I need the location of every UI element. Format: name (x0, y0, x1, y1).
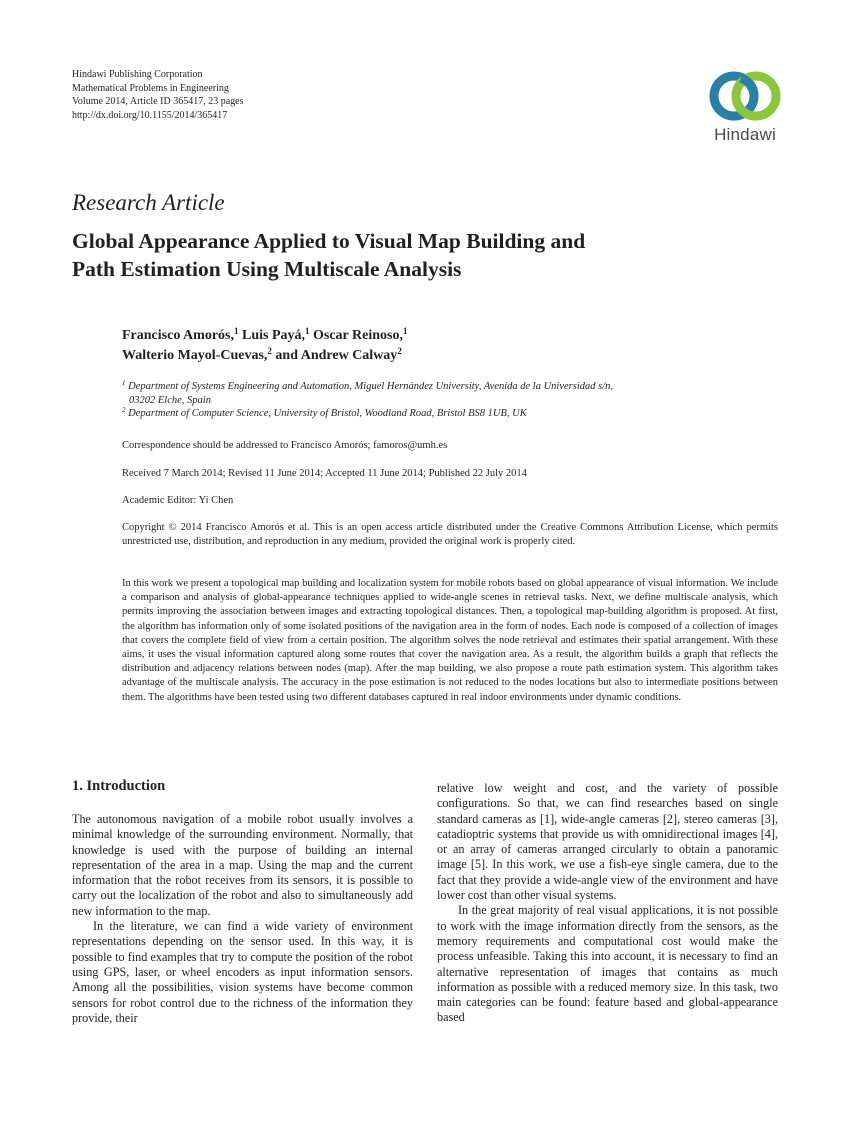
hindawi-interlocked-rings-logo-icon (700, 68, 790, 126)
body-paragraph: relative low weight and cost, and the variety of possible configurations. So that, we can find researches based on single standard cameras as [1], wide-angle cameras [2], stereo cameras [3], catadioptric systems that provide us with omnidirectional images [4], or an array of cameras arranged circularly to obtain a panoramic image [5]. In this work, we use a fish-eye single camera, due to the fact that they provide a wide-angle view of the environment and have lower cost than other visual systems. (437, 781, 778, 903)
publication-dates: Received 7 March 2014; Revised 11 June 2014; Accepted 11 June 2014; Published 22 July 2014 (122, 468, 527, 479)
author-name: Luis Payá, (241, 328, 305, 343)
affiliation-list (122, 380, 802, 421)
author-name: Oscar Reinoso, (313, 328, 403, 343)
author-name: Francisco Amorós, (122, 328, 234, 343)
abstract-text: In this work we present a topological map building and localization system for mobile robots based on global appearance of visual information. We include a comparison and analysis of global-appearance techniques applied to wide-angle scenes in retrieval tasks. Next, we define multiscale analysis, which permits improving the association between images and extracting topological distances. Then, a topological map-building algorithm is proposed. At first, the algorithm has information only of some isolated positions of the navigation area in the form of nodes. Each node is composed of a collection of images that covers the complete field of view from a certain position. The algorithm solves the node retrieval and estimates their spatial arrangement. With these aims, it uses the visual information captured along some routes that cover the navigation area. As a result, the algorithm builds a graph that reflects the distribution and adjacency relations between nodes (map). After the map building, we also propose a route path estimation system. This algorithm takes advantage of the multiscale analysis. The accuracy in the pose estimation is not reduced to the nodes locations but also to intermediate positions between them. The algorithms have been tested using two different databases captured in real indoor environments under dynamic conditions. (122, 578, 778, 703)
body-column-left (72, 812, 413, 1026)
body-column-right (437, 781, 778, 1026)
academic-editor: Academic Editor: Yi Chen (122, 495, 234, 506)
affiliation-1 (122, 380, 802, 394)
affiliation-number: 2 (122, 406, 126, 414)
doi-link[interactable]: http://dx.doi.org/10.1155/2014/365417 (72, 109, 228, 121)
article-title (72, 227, 772, 283)
author-line-2 (122, 346, 782, 366)
article-title-line-1: Global Appearance Applied to Visual Map Building and (72, 229, 586, 253)
publication-info (72, 68, 243, 122)
author-name: Walterio Mayol-Cuevas, (122, 348, 268, 363)
section-heading-introduction: 1. Introduction (72, 778, 166, 794)
affiliation-1-continuation: 03202 Elche, Spain (129, 394, 211, 406)
article-type: Research Article (72, 190, 225, 215)
affiliation-number: 1 (122, 379, 126, 387)
affiliation-text: Department of Systems Engineering and Automation, Miguel Hernández University, Avenida de la Universidad s/n, (128, 381, 614, 392)
correspondence-line: Correspondence should be addressed to Francisco Amorós; famoros@umh.es (122, 440, 448, 451)
affiliation-2 (122, 407, 802, 421)
author-affiliation-mark: 2 (397, 346, 402, 356)
author-affiliation-mark: 2 (267, 346, 272, 356)
author-affiliation-mark: 1 (402, 326, 408, 336)
publisher-name: Hindawi Publishing Corporation (72, 69, 203, 80)
body-paragraph: The autonomous navigation of a mobile robot usually involves a minimal knowledge of the surrounding environment. Normally, that knowledge is used with the purpose of building an internal representation of the area in a map. Using the map and the current information that the robot receives from its sensors, it is possible to carry out the localization of the robot and also to simultaneously add new information to the map. (72, 812, 413, 918)
affiliation-text: Department of Computer Science, University of Bristol, Woodland Road, Bristol BS8 1UB, UK (128, 408, 527, 419)
hindawi-logo[interactable] (700, 68, 790, 148)
article-title-line-2: Path Estimation Using Multiscale Analysis (72, 257, 462, 281)
author-line-1 (122, 326, 782, 346)
body-paragraph: In the literature, we can find a wide variety of environment representations depending on the sensor used. In this way, it is possible to find examples that try to compute the position of the robot using GPS, laser, or wheel encoders as input information sensors. Among all the possibilities, vision systems have become common sensors for robot control due to the richness of the information they provide, their (72, 919, 413, 1025)
hindawi-logo-text: Hindawi (714, 125, 776, 144)
author-list (122, 326, 782, 366)
copyright-notice: Copyright © 2014 Francisco Amorós et al. This is an open access article distributed under the Creative Commons Attribution License, which permits unrestricted use, distribution, and reproduction in any medium, provided the original work is properly cited. (122, 522, 778, 548)
author-affiliation-mark: 1 (233, 326, 239, 336)
journal-name: Mathematical Problems in Engineering (72, 82, 229, 94)
volume-info: Volume 2014, Article ID 365417, 23 pages (72, 96, 244, 108)
author-affiliation-mark: 1 (305, 326, 310, 336)
body-paragraph: In the great majority of real visual applications, it is not possible to work with the image information directly from the sensors, as the memory requirements and computational cost would make the process unfeasible. Taking this into account, it is necessary to find an alternative representation of images that contains as much information as possible with a reduced memory size. In this task, two main categories can be found: feature based and global-appearance based (437, 903, 778, 1025)
author-name: and Andrew Calway (275, 348, 398, 363)
